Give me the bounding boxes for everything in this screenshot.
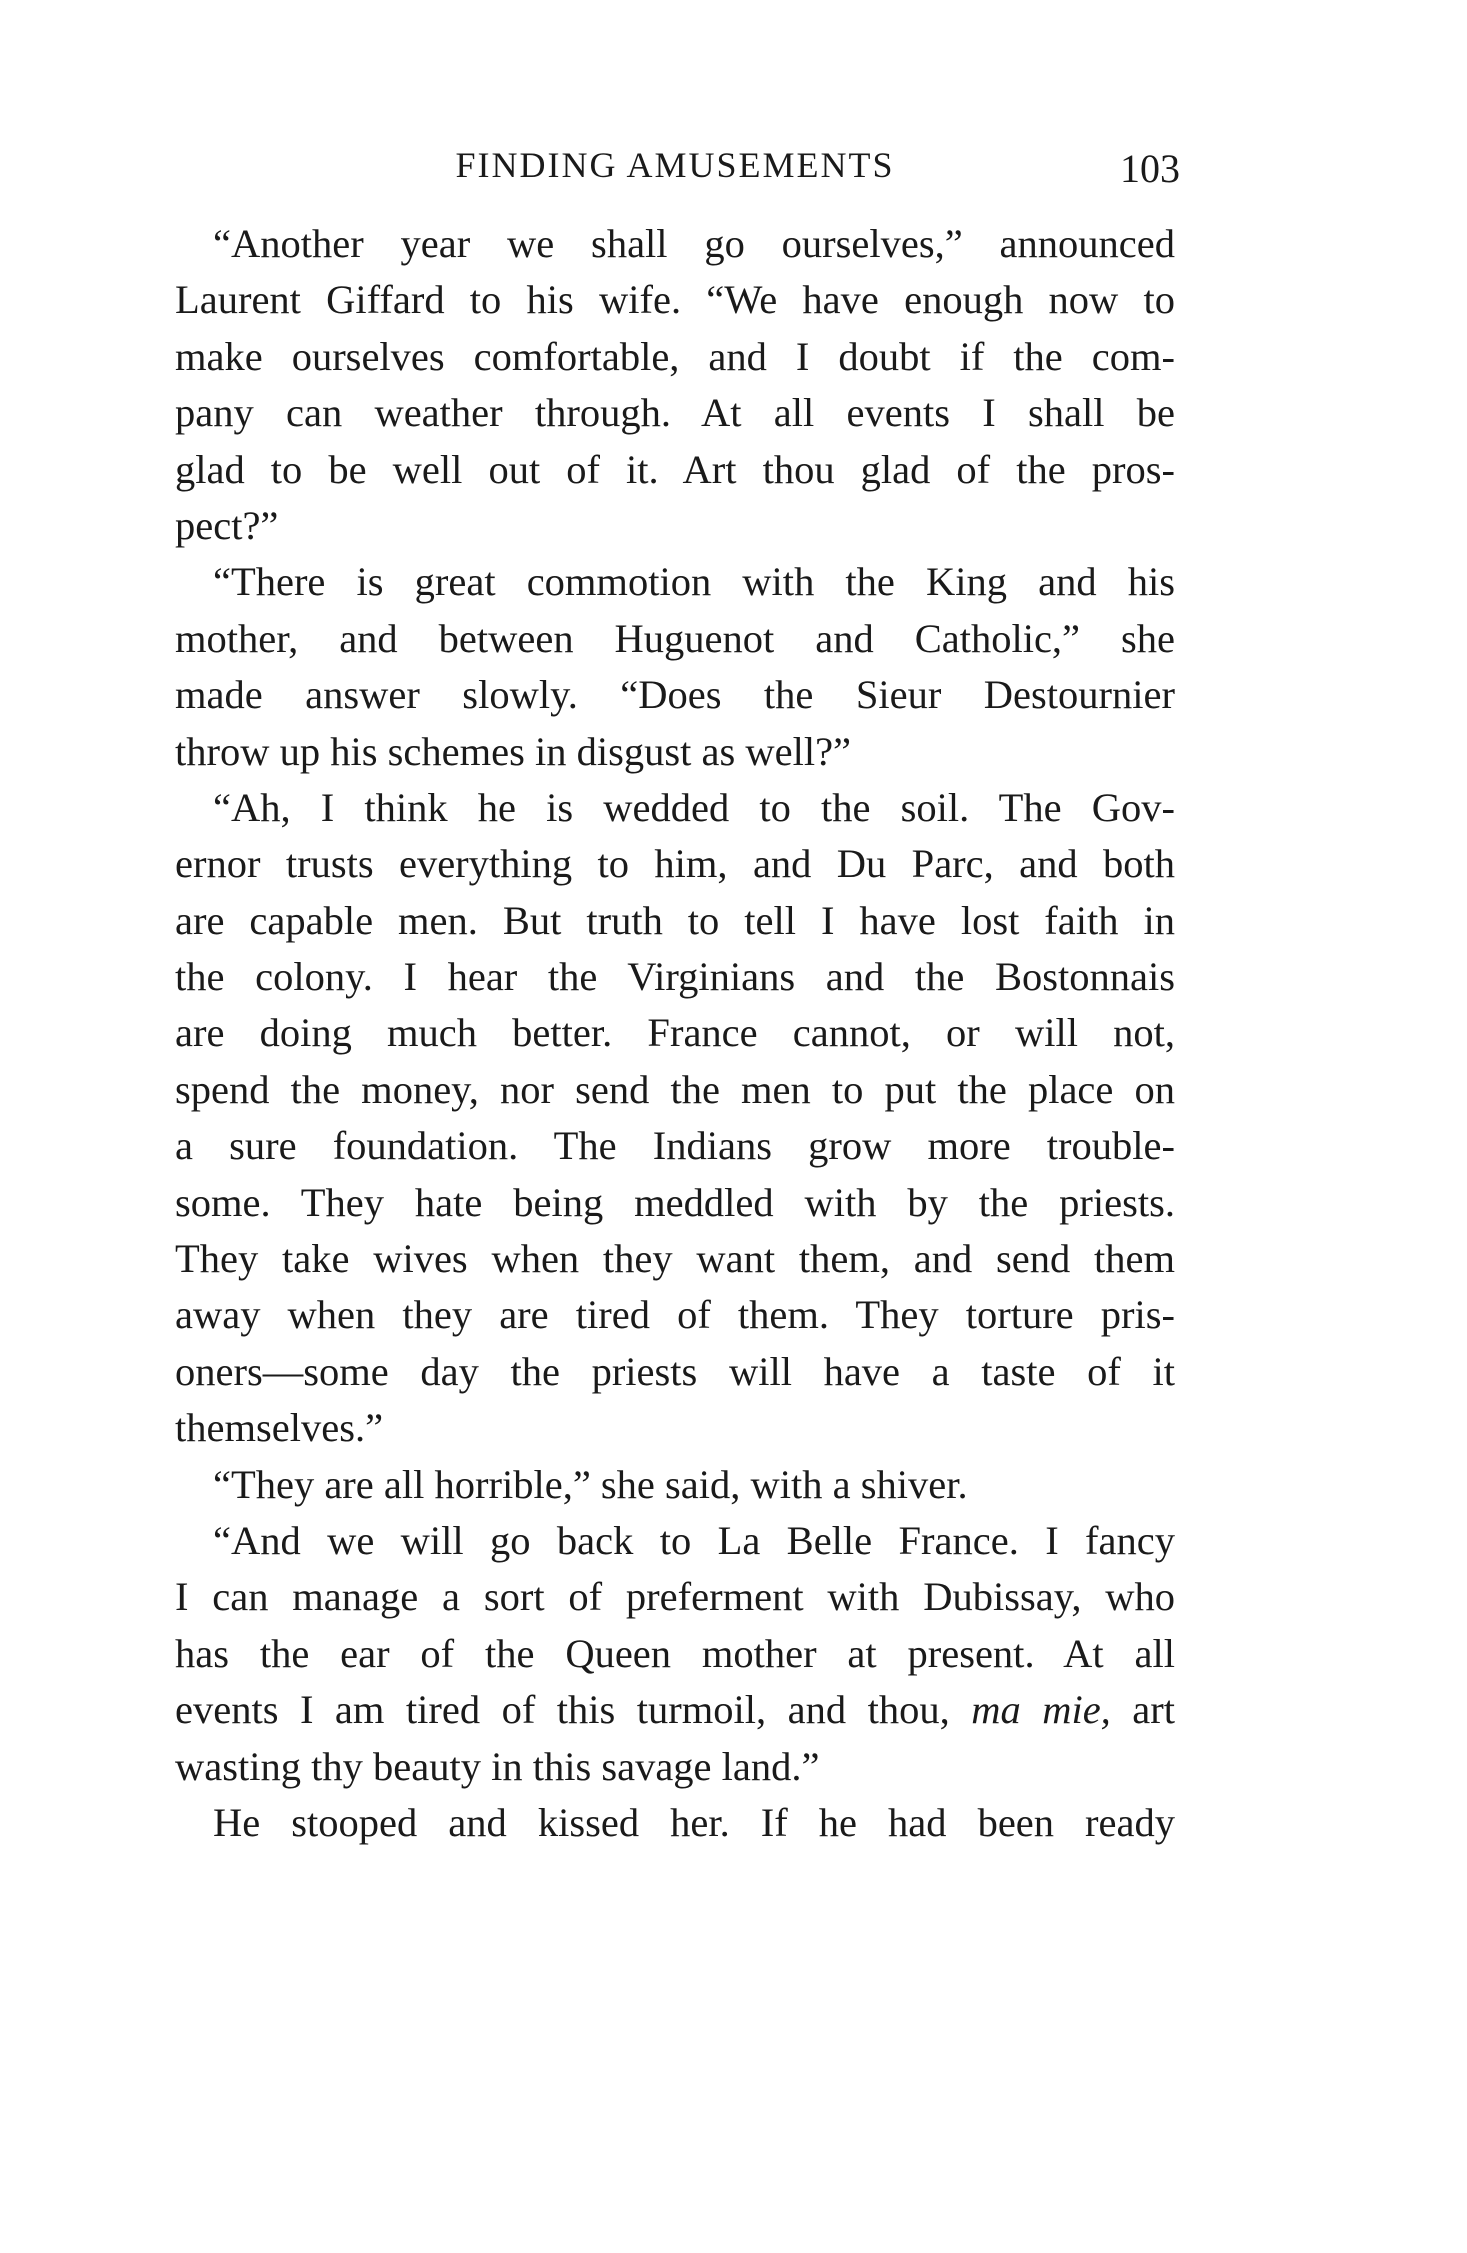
- text-line: themselves.”: [175, 1405, 384, 1451]
- text-line: away when they are tired of them. They torture pris-: [175, 1292, 1175, 1338]
- text-line: pect?”: [175, 502, 279, 548]
- text-line: “There is great commotion with the King and his: [213, 559, 1175, 605]
- text-line: “And we will go back to La Belle France. I fancy: [213, 1517, 1175, 1563]
- text-line: I can manage a sort of preferment with Dubissay, who: [175, 1574, 1175, 1620]
- running-title: FINDING AMUSEMENTS: [455, 145, 895, 185]
- text-line: made answer slowly. “Does the Sieur Destournier: [175, 672, 1175, 718]
- running-head: [170, 140, 1180, 190]
- text-line: pany can weather through. At all events I shall be: [175, 390, 1175, 436]
- text-line: “Another year we shall go ourselves,” announced: [213, 221, 1175, 266]
- text-segment: art: [1110, 1687, 1176, 1733]
- text-line: are doing much better. France cannot, or will not,: [175, 1010, 1175, 1056]
- italic-phrase: ma mie,: [971, 1687, 1111, 1733]
- text-line: oners—some day the priests will have a taste of it: [175, 1348, 1175, 1394]
- text-line: ernor trusts everything to him, and Du Parc, and both: [175, 841, 1175, 887]
- text-line: “Ah, I think he is wedded to the soil. The Gov-: [213, 784, 1175, 830]
- text-line: glad to be well out of it. Art thou glad of the pros-: [175, 446, 1175, 492]
- text-line: throw up his schemes in disgust as well?”: [175, 728, 852, 774]
- text-line: They take wives when they want them, and send them: [175, 1236, 1175, 1282]
- text-line: some. They hate being meddled with by the priests.: [175, 1179, 1175, 1225]
- text-line: “They are all horrible,” she said, with a shiver.: [213, 1461, 968, 1507]
- body-text: [175, 216, 1175, 1851]
- page-number: 103: [1120, 146, 1180, 191]
- text-line: mother, and between Huguenot and Catholic,” she: [175, 615, 1175, 661]
- text-line: make ourselves comfortable, and I doubt if the com-: [175, 333, 1175, 379]
- text-line: are capable men. But truth to tell I have lost faith in: [175, 897, 1175, 943]
- text-line: a sure foundation. The Indians grow more trouble-: [175, 1123, 1175, 1169]
- text-line: has the ear of the Queen mother at present. At all: [175, 1630, 1175, 1676]
- text-line: Laurent Giffard to his wife. “We have enough now to: [175, 277, 1175, 323]
- text-line: spend the money, nor send the men to put the place on: [175, 1066, 1175, 1112]
- text-segment: events I am tired of this turmoil, and thou,: [175, 1687, 972, 1733]
- text-line: the colony. I hear the Virginians and the Bostonnais: [175, 954, 1175, 1000]
- text-line: [175, 1682, 1175, 1738]
- text-line: wasting thy beauty in this savage land.”: [175, 1743, 820, 1789]
- text-line: He stooped and kissed her. If he had been ready: [213, 1799, 1175, 1845]
